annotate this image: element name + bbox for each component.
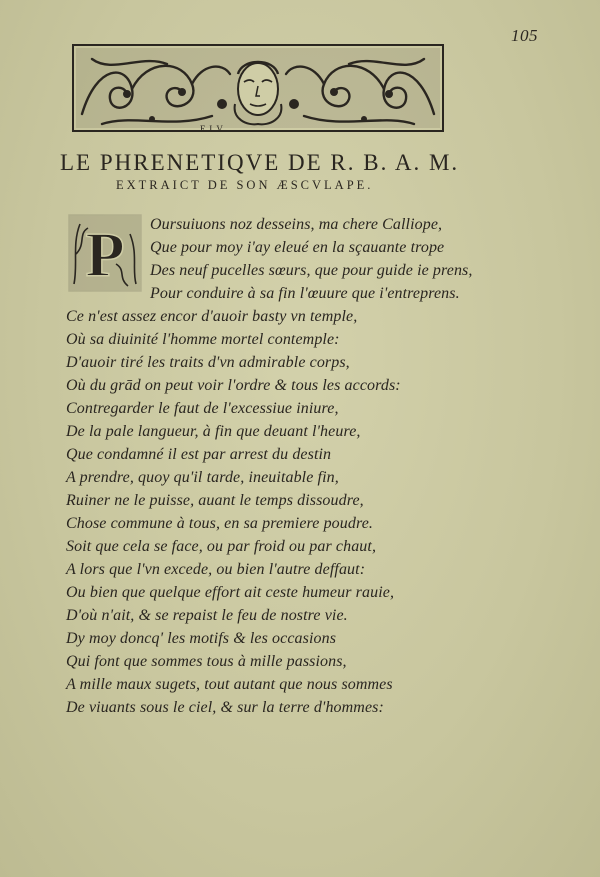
ornamental-headpiece: [72, 44, 444, 134]
verse-line: Que condamné il est par arrest du destin: [66, 446, 332, 463]
verse-line: Où du grād on peut voir l'ordre & tous les accords:: [66, 377, 401, 394]
page-number: 105: [511, 26, 538, 45]
verse-line: De viuants sous le ciel, & sur la terre d'hommes:: [66, 699, 384, 716]
verse-line: A mille maux sugets, tout autant que nous sommes: [66, 676, 393, 693]
verse-line: Oursuiuons noz desseins, ma chere Calliope,: [150, 216, 443, 233]
verse-line: D'où n'ait, & se repaist le feu de nostre vie.: [66, 607, 348, 624]
verse-line: Ruiner ne le puisse, auant le temps dissoudre,: [66, 492, 364, 509]
initial-letter: P: [85, 219, 125, 290]
verse-line: Où sa diuinité l'homme mortel contemple:: [66, 331, 340, 348]
verse-line: Contregarder le faut de l'excessiue iniure,: [66, 400, 339, 417]
verse-line: Chose commune à tous, en sa premiere poudre.: [66, 515, 374, 532]
verse-line: Soit que cela se face, ou par froid ou par chaut,: [66, 538, 377, 555]
verse-line: A prendre, quoy qu'il tarde, ineuitable fin,: [66, 469, 339, 486]
verse-line: Dy moy doncq' les motifs & les occasions: [66, 630, 337, 647]
decorated-initial-icon: [68, 214, 142, 292]
verse-line: De la pale langueur, à fin que deuant l'heure,: [66, 423, 361, 440]
verse-line: Qui font que sommes tous à mille passions,: [66, 653, 347, 670]
verse-line: Ou bien que quelque effort ait ceste humeur rauie,: [66, 584, 395, 601]
headpiece-ornament-icon: [72, 44, 444, 134]
poem-subtitle: EXTRAICT DE SON ÆSCVLAPE.: [116, 178, 374, 192]
verse-line: Des neuf pucelles sœurs, que pour guide ie prens,: [150, 262, 473, 279]
verse-line: Pour conduire à sa fin l'œuure que i'entreprens.: [150, 285, 460, 302]
headpiece-signature: F I V.: [200, 124, 226, 134]
verse-line: D'auoir tiré les traits d'vn admirable corps,: [66, 354, 350, 371]
verse-line: A lors que l'vn excede, ou bien l'autre deffaut:: [66, 561, 366, 578]
verse-line: Ce n'est assez encor d'auoir basty vn temple,: [66, 308, 358, 325]
poem-title: LE PHRENETIQVE DE R. B. A. M.: [60, 150, 460, 175]
verse-line: Que pour moy i'ay eleué en la sçauante trope: [150, 239, 445, 256]
decorated-initial: [68, 214, 142, 292]
